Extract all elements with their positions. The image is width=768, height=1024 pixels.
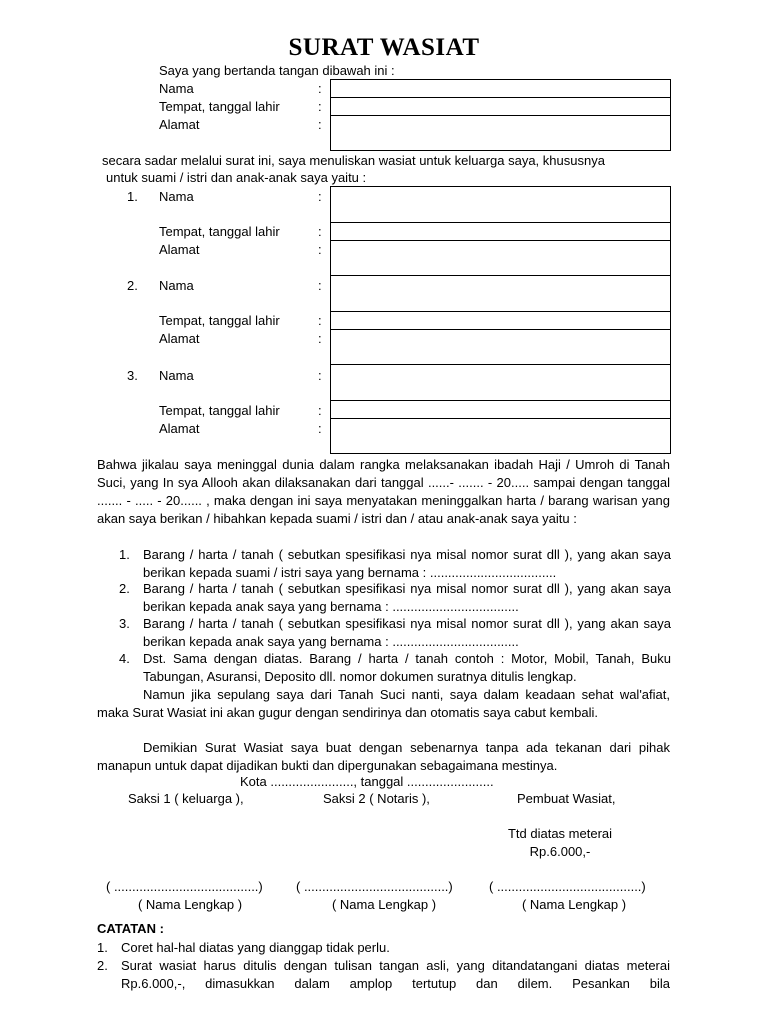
witness-2-name: ( Nama Lengkap ) (331, 897, 437, 912)
testator-signature-blank: ( ........................................) (489, 879, 646, 894)
colon: : (318, 99, 322, 114)
self-address-field[interactable] (330, 115, 671, 151)
note-text: Surat wasiat harus ditulis dengan tulisan tangan asli, yang ditandatangani diatas meterai Rp.6.000,-, dimasukkan dalam amplop tertutup dan dilem. Pesankan bila (121, 958, 670, 991)
witness-1-name: ( Nama Lengkap ) (137, 897, 243, 912)
colon: : (318, 403, 322, 418)
heir-1-name-label: Nama (159, 189, 194, 204)
colon: : (318, 81, 322, 96)
heir-3-name-label: Nama (159, 368, 194, 383)
self-address-label: Alamat (159, 117, 200, 132)
heir-2-name-field[interactable] (330, 275, 671, 312)
bequest-text: Dst. Sama dengan diatas. Barang / harta / tanah contoh : Motor, Mobil, Tanah, Buku Tabungan, Asuransi, Deposito dll. nomor dokumen suratnya ditulis lengkap. (143, 651, 671, 684)
bequest-text: Barang / harta / tanah ( sebutkan spesifikasi nya misal nomor surat dll ), yang akan saya berikan kepada suami / istri saya yang bernama : ................................... (143, 547, 671, 580)
bequest-number: 4. (119, 651, 130, 666)
testator-name: ( Nama Lengkap ) (521, 897, 627, 912)
colon: : (318, 421, 322, 436)
colon: : (318, 242, 322, 257)
note-number: 1. (97, 940, 108, 955)
notes-heading: CATATAN : (97, 921, 164, 936)
heir-1-address-field[interactable] (330, 240, 671, 276)
place-date-line: Kota ......................., tanggal ........................ (240, 774, 494, 789)
witness-1-signature-blank: ( ........................................) (106, 879, 263, 894)
heir-3-name-field[interactable] (330, 364, 671, 401)
self-birth-field[interactable] (330, 97, 671, 116)
bequest-number: 2. (119, 581, 130, 596)
heir-3-birth-label: Tempat, tanggal lahir (159, 403, 280, 418)
return-paragraph: Namun jika sepulang saya dari Tanah Suci nanti, saya dalam keadaan sehat wal'afiat, maka Surat Wasiat ini akan gugur dengan sendirinya dan otomatis saya cabut kembali. (97, 687, 670, 720)
page-title: SURAT WASIAT (288, 34, 480, 61)
witness-2-role: Saksi 2 ( Notaris ), (323, 791, 430, 806)
closing-paragraph: Demikian Surat Wasiat saya buat dengan sebenarnya tanpa ada tekanan dari pihak manapun untuk dapat dijadikan bukti dan dipergunakan sebagaimana mestinya. (97, 740, 670, 773)
bequest-text: Barang / harta / tanah ( sebutkan spesifikasi nya misal nomor surat dll ), yang akan saya berikan kepada anak saya yang bernama : ................................... (143, 616, 671, 649)
note-number: 2. (97, 958, 108, 973)
witness-1-role: Saksi 1 ( keluarga ), (128, 791, 244, 806)
declaration-line-1: secara sadar melalui surat ini, saya menuliskan wasiat untuk keluarga saya, khususnya (102, 153, 605, 168)
heir-3-address-label: Alamat (159, 421, 200, 436)
bequest-number: 1. (119, 547, 130, 562)
self-birth-label: Tempat, tanggal lahir (159, 99, 280, 114)
colon: : (318, 224, 322, 239)
heir-1-name-field[interactable] (330, 186, 671, 223)
heir-2-birth-field[interactable] (330, 311, 671, 330)
heir-2-number: 2. (127, 278, 138, 293)
self-name-label: Nama (159, 81, 194, 96)
heir-3-birth-field[interactable] (330, 400, 671, 419)
colon: : (318, 313, 322, 328)
body-paragraph: Bahwa jikalau saya meninggal dunia dalam rangka melaksanakan ibadah Haji / Umroh di Tanah Suci, yang In sya Allooh akan dilaksanakan dari tanggal ......- ....... - 20..... sampai dengan tanggal ....... - ..... - 20...... , maka dengan ini saya menyatakan meninggalkan harta / barang warisan yang akan saya berikan / hibahkan kepada suami / istri dan / atau anak-anak saya yaitu : (97, 457, 670, 526)
heir-1-birth-field[interactable] (330, 222, 671, 241)
stamp-note-line-2: Rp.6.000,- (529, 844, 591, 859)
bequest-number: 3. (119, 616, 130, 631)
heir-2-address-label: Alamat (159, 331, 200, 346)
heir-1-address-label: Alamat (159, 242, 200, 257)
heir-2-name-label: Nama (159, 278, 194, 293)
stamp-note-line-1: Ttd diatas meterai (507, 826, 613, 841)
colon: : (318, 331, 322, 346)
colon: : (318, 189, 322, 204)
heir-1-number: 1. (127, 189, 138, 204)
heir-2-address-field[interactable] (330, 329, 671, 365)
heir-3-address-field[interactable] (330, 418, 671, 454)
colon: : (318, 117, 322, 132)
self-name-field[interactable] (330, 79, 671, 98)
note-text: Coret hal-hal diatas yang dianggap tidak perlu. (121, 940, 390, 955)
colon: : (318, 368, 322, 383)
bequest-text: Barang / harta / tanah ( sebutkan spesifikasi nya misal nomor surat dll ), yang akan saya berikan kepada anak saya yang bernama : ................................... (143, 581, 671, 614)
testator-role: Pembuat Wasiat, (517, 791, 616, 806)
heir-3-number: 3. (127, 368, 138, 383)
intro-text: Saya yang bertanda tangan dibawah ini : (159, 63, 395, 78)
declaration-line-2: untuk suami / istri dan anak-anak saya yaitu : (106, 170, 367, 185)
heir-1-birth-label: Tempat, tanggal lahir (159, 224, 280, 239)
witness-2-signature-blank: ( ........................................) (296, 879, 453, 894)
heir-2-birth-label: Tempat, tanggal lahir (159, 313, 280, 328)
colon: : (318, 278, 322, 293)
